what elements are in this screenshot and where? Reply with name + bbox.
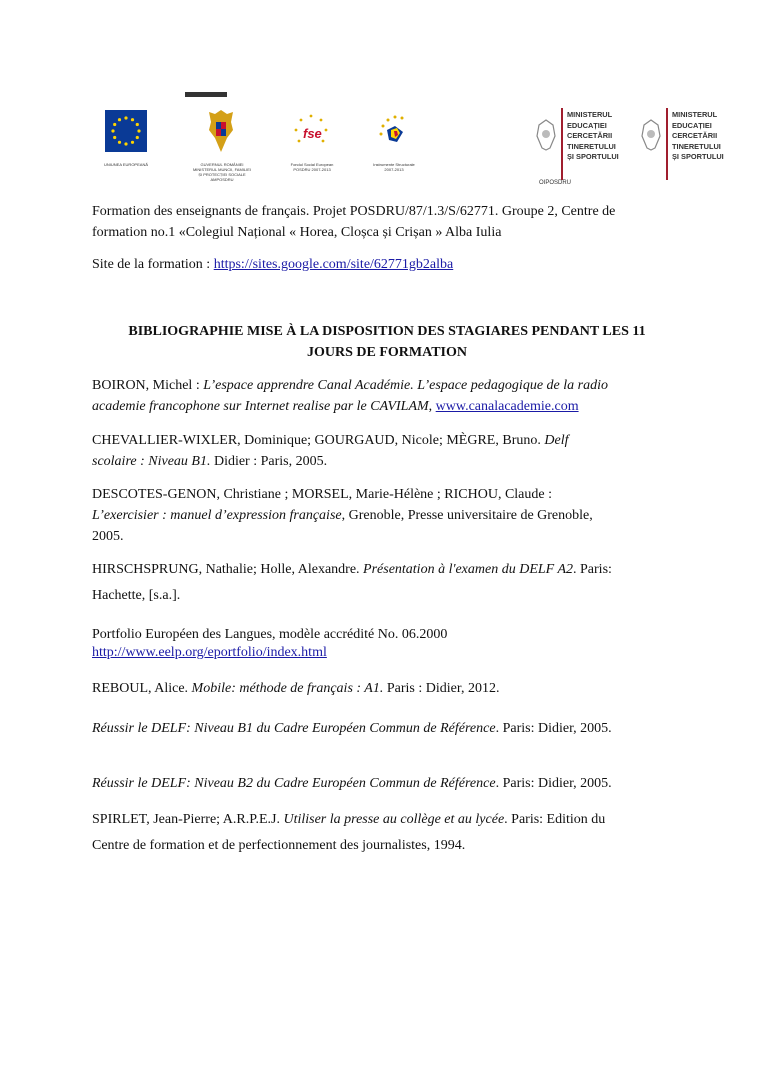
site-line	[92, 254, 692, 275]
is-caption: Instrumente Structurale 2007-2013	[373, 162, 415, 172]
ref-spirlet-line-1: SPIRLET, Jean-Pierre; A.R.P.E.J. Utiliser la presse au collège et au lycée. Paris: Edition du	[92, 812, 606, 827]
ref-descotes-line-2: L’exercisier : manuel d’expression française, Grenoble, Presse universitaire de Grenoble,	[92, 508, 593, 523]
ref-portfolio-line-1: Portfolio Européen des Langues, modèle accrédité No. 06.2000	[92, 627, 448, 642]
ref-boiron-line-2: academie francophone sur Internet realise par le CAVILAM, www.canalacademie.com	[92, 399, 579, 414]
intro-line-1: Formation des enseignants de français. Projet POSDRU/87/1.3/S/62771. Groupe 2, Centre de	[92, 204, 616, 219]
site-link[interactable]: https://sites.google.com/site/62771gb2alba	[213, 257, 454, 272]
ref-hirsch-line-2: Hachette, [s.a.].	[92, 588, 181, 603]
ref-hirsch-line-1: HIRSCHSPRUNG, Nathalie; Holle, Alexandre. Présentation à l'examen du DELF A2. Paris:	[92, 562, 612, 577]
fse-logo-icon	[290, 112, 332, 152]
structural-instruments-icon	[373, 112, 413, 152]
bibliography-heading-2: JOURS DE FORMATION	[307, 345, 467, 360]
header-mark	[185, 92, 227, 97]
ministry-text-2: MINISTERUL EDUCAȚIEI CERCETĂRII TINERETULUI ȘI SPORTULUI	[672, 110, 724, 162]
intro-line-2: formation no.1 «Colegiul Național « Horea, Cloșca și Crișan » Alba Iulia	[92, 225, 502, 240]
oiposdru-label: OIPOSDRU	[539, 180, 572, 186]
site-label: Site de la formation :	[92, 257, 214, 272]
ref-portfolio-line-2	[92, 642, 692, 663]
bibliography-heading: BIBLIOGRAPHIE MISE À LA DISPOSITION DES STAGIARES PENDANT LES 11	[128, 324, 646, 339]
ministry-seal-icon	[535, 118, 557, 152]
fse-caption: Fondul Social European POSDRU 2007-2013	[290, 162, 334, 172]
ref-descotes-line-1: DESCOTES-GENON, Christiane ; MORSEL, Marie-Hélène ; RICHOU, Claude :	[92, 487, 552, 502]
logo-strip	[95, 100, 724, 195]
eelp-link[interactable]: http://www.eelp.org/eportfolio/index.html	[92, 645, 327, 660]
eu-caption: UNIUNEA EUROPEANĂ	[103, 162, 148, 167]
ref-descotes-line-3: 2005.	[92, 529, 124, 544]
ref-chevallier-line-1: CHEVALLIER-WIXLER, Dominique; GOURGAUD, Nicole; MÈGRE, Bruno. Delf	[92, 433, 569, 448]
ministry-logo	[535, 108, 619, 180]
ref-delf-b2: Réussir le DELF: Niveau B2 du Cadre Européen Commun de Référence. Paris: Didier, 2005.	[92, 776, 612, 791]
ministry-logo-2	[640, 108, 724, 180]
ministry-seal-icon	[640, 118, 662, 152]
eu-flag-icon	[105, 110, 147, 152]
ref-chevallier-line-2: scolaire : Niveau B1. Didier : Paris, 2005.	[92, 454, 328, 469]
svg-text:fse: fse	[303, 126, 322, 141]
ref-boiron-line-1: BOIRON, Michel : L’espace apprendre Canal Académie. L’espace pedagogique de la radio	[92, 378, 608, 393]
ref-reboul: REBOUL, Alice. Mobile: méthode de français : A1. Paris : Didier, 2012.	[92, 681, 500, 696]
ref-spirlet-line-2: Centre de formation et de perfectionnement des journalistes, 1994.	[92, 838, 466, 853]
ref-delf-b1: Réussir le DELF: Niveau B1 du Cadre Européen Commun de Référence. Paris: Didier, 2005.	[92, 721, 612, 736]
canalacademie-link[interactable]: www.canalacademie.com	[435, 399, 579, 414]
romania-crest-icon	[207, 108, 235, 154]
gov-caption: GUVERNUL ROMÂNIEI MINISTERUL MUNCII, FAMILIEI ȘI PROTECȚIEI SOCIALE AMPOSDRU	[192, 162, 252, 182]
ministry-text: MINISTERUL EDUCAȚIEI CERCETĂRII TINERETULUI ȘI SPORTULUI	[567, 110, 619, 162]
